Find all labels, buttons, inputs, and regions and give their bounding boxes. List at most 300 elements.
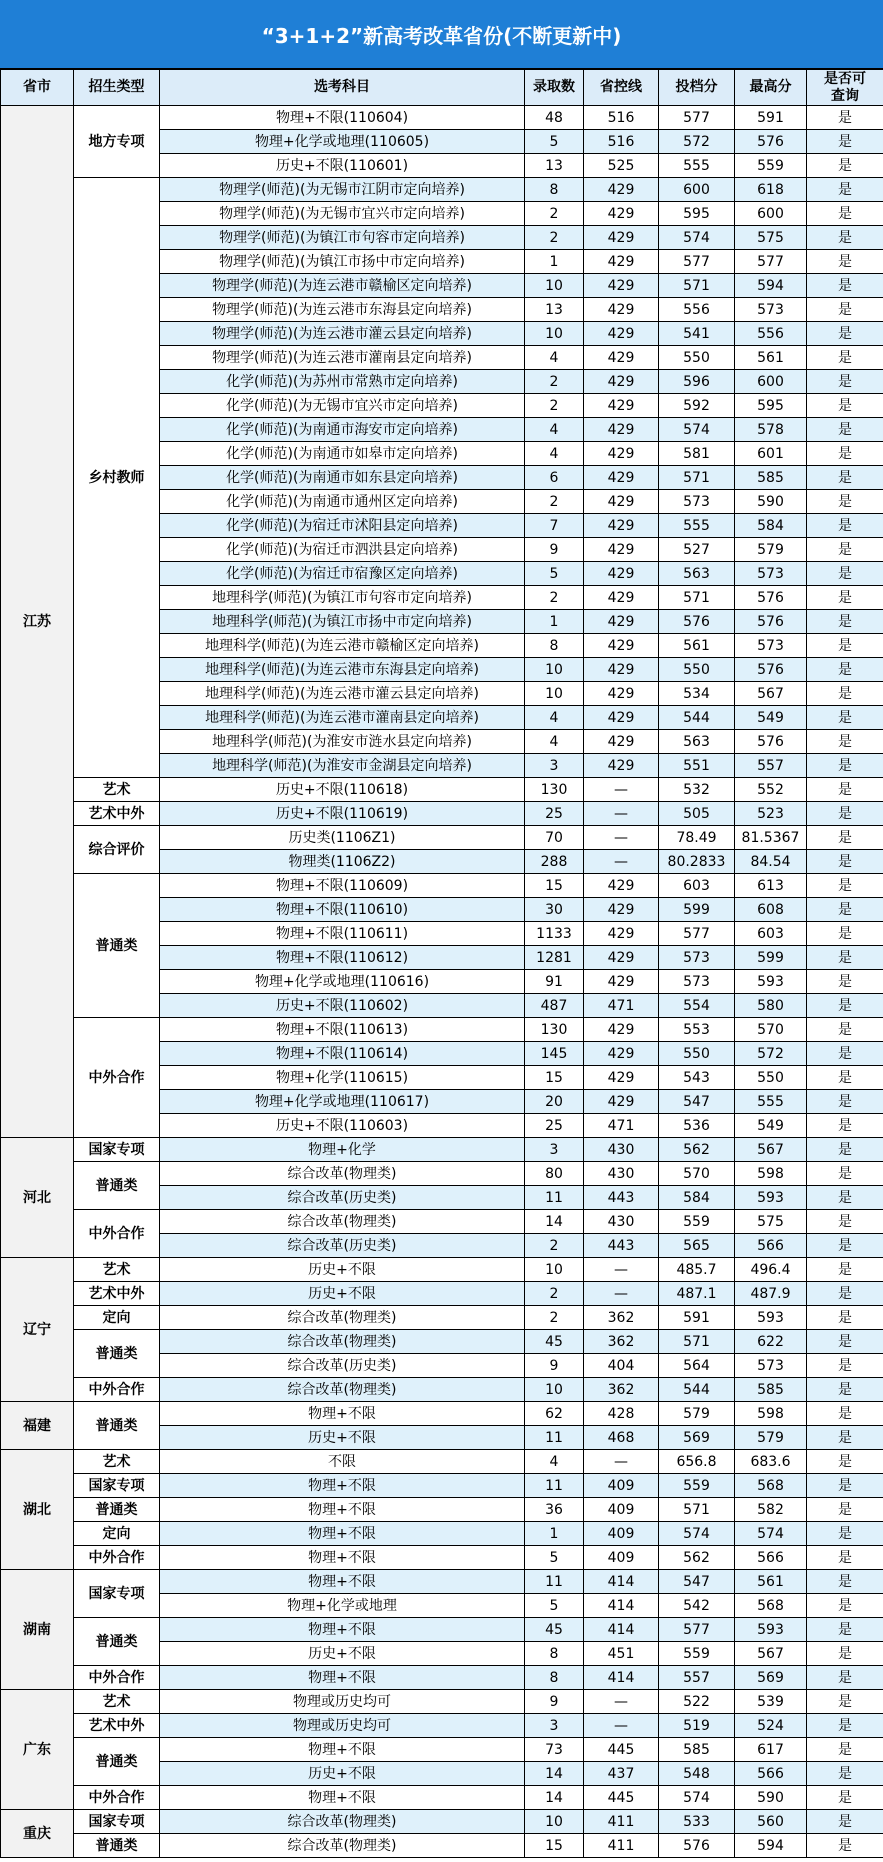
cell-queryable: 是 [807,802,883,826]
cell-subjects: 物理+不限 [160,1546,525,1570]
cell-subjects: 历史+不限 [160,1258,525,1282]
cell-queryable: 是 [807,1402,883,1426]
table-row [1,1282,883,1306]
cell-queryable: 是 [807,730,883,754]
table-row [1,178,883,202]
table-row [1,106,883,130]
cell-control-line: 429 [584,706,659,730]
cell-subjects: 物理+不限(110613) [160,1018,525,1042]
cell-queryable: 是 [807,1666,883,1690]
cell-cutoff-score: 574 [659,1786,735,1810]
cell-control-line: 429 [584,202,659,226]
cell-cutoff-score: 487.1 [659,1282,735,1306]
cell-cutoff-score: 555 [659,514,735,538]
cell-admitted: 4 [525,442,584,466]
cell-max-score: 590 [735,1786,807,1810]
cell-admission-type: 普通类 [74,1738,160,1786]
cell-admitted: 70 [525,826,584,850]
cell-control-line: — [584,1690,659,1714]
cell-admission-type: 普通类 [74,1834,160,1858]
cell-subjects: 物理或历史均可 [160,1690,525,1714]
cell-queryable: 是 [807,778,883,802]
cell-subjects: 历史+不限(110619) [160,802,525,826]
cell-subjects: 物理+化学或地理(110605) [160,130,525,154]
cell-cutoff-score: 577 [659,1618,735,1642]
cell-cutoff-score: 571 [659,1330,735,1354]
cell-admission-type: 中外合作 [74,1546,160,1570]
cell-control-line: 409 [584,1474,659,1498]
cell-control-line: 429 [584,1090,659,1114]
cell-subjects: 物理学(师范)(为连云港市赣榆区定向培养) [160,274,525,298]
cell-subjects: 物理+化学或地理(110616) [160,970,525,994]
cell-admitted: 2 [525,394,584,418]
cell-control-line: — [584,1258,659,1282]
cell-subjects: 物理类(1106Z2) [160,850,525,874]
cell-max-score: 598 [735,1162,807,1186]
cell-max-score: 81.5367 [735,826,807,850]
cell-cutoff-score: 561 [659,634,735,658]
cell-max-score: 568 [735,1474,807,1498]
cell-queryable: 是 [807,706,883,730]
cell-queryable: 是 [807,922,883,946]
cell-cutoff-score: 547 [659,1570,735,1594]
cell-admission-type: 综合评价 [74,826,160,874]
cell-cutoff-score: 559 [659,1210,735,1234]
cell-admitted: 9 [525,1690,584,1714]
cell-max-score: 567 [735,1138,807,1162]
cell-queryable: 是 [807,1714,883,1738]
cell-admission-type: 中外合作 [74,1210,160,1258]
cell-cutoff-score: 571 [659,586,735,610]
cell-queryable: 是 [807,442,883,466]
table-row [1,1786,883,1810]
cell-max-score: 539 [735,1690,807,1714]
cell-cutoff-score: 543 [659,1066,735,1090]
cell-queryable: 是 [807,1594,883,1618]
cell-admitted: 2 [525,1234,584,1258]
cell-cutoff-score: 563 [659,562,735,586]
cell-queryable: 是 [807,322,883,346]
cell-admitted: 15 [525,874,584,898]
cell-queryable: 是 [807,658,883,682]
cell-admitted: 30 [525,898,584,922]
cell-max-score: 585 [735,1378,807,1402]
cell-control-line: 429 [584,226,659,250]
cell-control-line: 429 [584,970,659,994]
cell-admitted: 5 [525,130,584,154]
cell-queryable: 是 [807,1810,883,1834]
table-row [1,1570,883,1594]
cell-admitted: 1 [525,1522,584,1546]
cell-admitted: 48 [525,106,584,130]
cell-max-score: 580 [735,994,807,1018]
cell-max-score: 496.4 [735,1258,807,1282]
cell-cutoff-score: 78.49 [659,826,735,850]
cell-queryable: 是 [807,1570,883,1594]
cell-max-score: 601 [735,442,807,466]
cell-cutoff-score: 557 [659,1666,735,1690]
cell-admitted: 45 [525,1330,584,1354]
cell-cutoff-score: 571 [659,466,735,490]
cell-control-line: 468 [584,1426,659,1450]
cell-admission-type: 艺术 [74,1450,160,1474]
cell-queryable: 是 [807,538,883,562]
cell-cutoff-score: 551 [659,754,735,778]
cell-control-line: — [584,1714,659,1738]
cell-max-score: 552 [735,778,807,802]
cell-cutoff-score: 576 [659,610,735,634]
cell-queryable: 是 [807,970,883,994]
table-row [1,1714,883,1738]
cell-subjects: 物理+化学(110615) [160,1066,525,1090]
cell-control-line: — [584,850,659,874]
cell-admission-type: 普通类 [74,1162,160,1210]
cell-control-line: 429 [584,634,659,658]
table-row [1,1210,883,1234]
cell-cutoff-score: 527 [659,538,735,562]
cell-cutoff-score: 570 [659,1162,735,1186]
cell-subjects: 物理+不限(110612) [160,946,525,970]
cell-cutoff-score: 556 [659,298,735,322]
cell-max-score: 618 [735,178,807,202]
cell-cutoff-score: 585 [659,1738,735,1762]
cell-admitted: 4 [525,706,584,730]
cell-queryable: 是 [807,250,883,274]
cell-max-score: 566 [735,1762,807,1786]
cell-admitted: 91 [525,970,584,994]
cell-admitted: 5 [525,1546,584,1570]
cell-subjects: 物理学(师范)(为镇江市句容市定向培养) [160,226,525,250]
cell-queryable: 是 [807,106,883,130]
cell-admitted: 62 [525,1402,584,1426]
cell-max-score: 575 [735,1210,807,1234]
cell-admitted: 10 [525,1258,584,1282]
cell-queryable: 是 [807,1018,883,1042]
cell-control-line: 429 [584,682,659,706]
cell-max-score: 594 [735,274,807,298]
cell-cutoff-score: 599 [659,898,735,922]
cell-queryable: 是 [807,994,883,1018]
cell-admitted: 9 [525,1354,584,1378]
cell-admitted: 25 [525,1114,584,1138]
cell-control-line: 430 [584,1210,659,1234]
cell-admission-type: 国家专项 [74,1474,160,1498]
cell-max-score: 559 [735,154,807,178]
cell-queryable: 是 [807,1786,883,1810]
cell-control-line: 429 [584,754,659,778]
cell-control-line: 429 [584,874,659,898]
table-row [1,802,883,826]
cell-queryable: 是 [807,1210,883,1234]
cell-admitted: 10 [525,274,584,298]
cell-max-score: 594 [735,1834,807,1858]
cell-subjects: 化学(师范)(为南通市如东县定向培养) [160,466,525,490]
cell-admitted: 11 [525,1426,584,1450]
cell-subjects: 物理+不限 [160,1474,525,1498]
cell-max-score: 556 [735,322,807,346]
cell-cutoff-score: 592 [659,394,735,418]
cell-queryable: 是 [807,1138,883,1162]
cell-admitted: 2 [525,1306,584,1330]
cell-max-score: 549 [735,706,807,730]
cell-subjects: 物理学(师范)(为无锡市宜兴市定向培养) [160,202,525,226]
cell-admitted: 10 [525,658,584,682]
cell-max-score: 579 [735,538,807,562]
table-row [1,1834,883,1858]
cell-queryable: 是 [807,634,883,658]
cell-control-line: 429 [584,1042,659,1066]
cell-control-line: 429 [584,442,659,466]
cell-cutoff-score: 555 [659,154,735,178]
cell-max-score: 590 [735,490,807,514]
table-row [1,1474,883,1498]
cell-queryable: 是 [807,1306,883,1330]
cell-subjects: 综合改革(物理类) [160,1834,525,1858]
cell-subjects: 物理+不限 [160,1738,525,1762]
cell-control-line: — [584,1282,659,1306]
cell-control-line: 471 [584,1114,659,1138]
cell-admission-type: 艺术 [74,778,160,802]
cell-cutoff-score: 80.2833 [659,850,735,874]
cell-cutoff-score: 536 [659,1114,735,1138]
cell-control-line: 429 [584,1018,659,1042]
cell-subjects: 物理+不限(110604) [160,106,525,130]
cell-control-line: — [584,826,659,850]
table-row [1,1522,883,1546]
cell-max-score: 557 [735,754,807,778]
cell-subjects: 历史+不限 [160,1426,525,1450]
cell-queryable: 是 [807,898,883,922]
cell-queryable: 是 [807,394,883,418]
cell-control-line: 411 [584,1810,659,1834]
cell-control-line: 516 [584,130,659,154]
cell-max-score: 576 [735,730,807,754]
cell-subjects: 综合改革(物理类) [160,1210,525,1234]
cell-queryable: 是 [807,1618,883,1642]
cell-queryable: 是 [807,1498,883,1522]
cell-queryable: 是 [807,1522,883,1546]
cell-max-score: 595 [735,394,807,418]
cell-max-score: 576 [735,586,807,610]
cell-queryable: 是 [807,202,883,226]
cell-subjects: 物理+不限 [160,1786,525,1810]
cell-queryable: 是 [807,514,883,538]
table-row [1,778,883,802]
cell-control-line: 429 [584,946,659,970]
cell-queryable: 是 [807,1258,883,1282]
cell-max-score: 574 [735,1522,807,1546]
table-row [1,1546,883,1570]
cell-subjects: 化学(师范)(为苏州市常熟市定向培养) [160,370,525,394]
cell-admitted: 7 [525,514,584,538]
cell-queryable: 是 [807,1642,883,1666]
cell-admitted: 1133 [525,922,584,946]
cell-admitted: 1 [525,250,584,274]
cell-admission-type: 普通类 [74,1498,160,1522]
cell-max-score: 593 [735,1618,807,1642]
table-row [1,1306,883,1330]
cell-cutoff-score: 573 [659,490,735,514]
cell-subjects: 地理科学(师范)(为淮安市金湖县定向培养) [160,754,525,778]
cell-control-line: 437 [584,1762,659,1786]
cell-queryable: 是 [807,1330,883,1354]
cell-subjects: 综合改革(物理类) [160,1810,525,1834]
cell-admitted: 1281 [525,946,584,970]
cell-queryable: 是 [807,1834,883,1858]
cell-control-line: 429 [584,298,659,322]
cell-max-score: 593 [735,970,807,994]
cell-admitted: 5 [525,1594,584,1618]
table-row [1,1330,883,1354]
cell-cutoff-score: 573 [659,970,735,994]
cell-queryable: 是 [807,1186,883,1210]
cell-admitted: 11 [525,1570,584,1594]
cell-cutoff-score: 485.7 [659,1258,735,1282]
cell-max-score: 524 [735,1714,807,1738]
cell-queryable: 是 [807,130,883,154]
cell-cutoff-score: 577 [659,922,735,946]
cell-admitted: 3 [525,1714,584,1738]
table-row [1,826,883,850]
cell-queryable: 是 [807,586,883,610]
cell-subjects: 化学(师范)(为宿迁市宿豫区定向培养) [160,562,525,586]
cell-admitted: 4 [525,418,584,442]
cell-cutoff-score: 572 [659,130,735,154]
cell-queryable: 是 [807,226,883,250]
cell-control-line: 362 [584,1378,659,1402]
cell-admission-type: 乡村教师 [74,178,160,778]
cell-control-line: 429 [584,586,659,610]
col-header-cutoff-score: 投档分 [659,70,735,106]
cell-subjects: 历史+不限(110618) [160,778,525,802]
cell-admitted: 14 [525,1210,584,1234]
cell-subjects: 历史+不限(110603) [160,1114,525,1138]
cell-admitted: 2 [525,370,584,394]
cell-max-score: 683.6 [735,1450,807,1474]
cell-control-line: 443 [584,1186,659,1210]
cell-cutoff-score: 571 [659,1498,735,1522]
cell-max-score: 573 [735,298,807,322]
cell-max-score: 599 [735,946,807,970]
cell-admitted: 10 [525,682,584,706]
cell-max-score: 566 [735,1546,807,1570]
cell-queryable: 是 [807,1090,883,1114]
cell-max-score: 622 [735,1330,807,1354]
cell-admission-type: 地方专项 [74,106,160,178]
table-row [1,1138,883,1162]
cell-admission-type: 普通类 [74,1402,160,1450]
cell-cutoff-score: 565 [659,1234,735,1258]
cell-max-score: 577 [735,250,807,274]
cell-admission-type: 普通类 [74,874,160,1018]
cell-max-score: 555 [735,1090,807,1114]
cell-admission-type: 国家专项 [74,1570,160,1618]
cell-admission-type: 定向 [74,1306,160,1330]
cell-queryable: 是 [807,1282,883,1306]
cell-max-score: 576 [735,658,807,682]
cell-max-score: 570 [735,1018,807,1042]
cell-max-score: 579 [735,1426,807,1450]
cell-subjects: 综合改革(历史类) [160,1186,525,1210]
cell-control-line: 429 [584,466,659,490]
cell-control-line: 404 [584,1354,659,1378]
cell-subjects: 化学(师范)(为南通市海安市定向培养) [160,418,525,442]
cell-admitted: 11 [525,1474,584,1498]
cell-admitted: 36 [525,1498,584,1522]
cell-control-line: 429 [584,490,659,514]
cell-cutoff-score: 532 [659,778,735,802]
cell-max-score: 487.9 [735,1282,807,1306]
cell-admitted: 45 [525,1618,584,1642]
cell-admitted: 80 [525,1162,584,1186]
table-row [1,1162,883,1186]
cell-subjects: 物理+化学 [160,1138,525,1162]
cell-province: 江苏 [1,106,74,1138]
cell-subjects: 物理+化学或地理 [160,1594,525,1618]
cell-cutoff-score: 550 [659,1042,735,1066]
cell-admission-type: 国家专项 [74,1810,160,1834]
cell-admitted: 14 [525,1762,584,1786]
cell-subjects: 化学(师范)(为宿迁市泗洪县定向培养) [160,538,525,562]
cell-queryable: 是 [807,850,883,874]
cell-control-line: 414 [584,1570,659,1594]
cell-admitted: 130 [525,778,584,802]
cell-cutoff-score: 505 [659,802,735,826]
col-header-control-line: 省控线 [584,70,659,106]
cell-cutoff-score: 544 [659,1378,735,1402]
cell-admitted: 3 [525,754,584,778]
cell-admitted: 4 [525,730,584,754]
cell-admitted: 5 [525,562,584,586]
table-row [1,1378,883,1402]
cell-control-line: 429 [584,562,659,586]
cell-admitted: 2 [525,226,584,250]
cell-cutoff-score: 522 [659,1690,735,1714]
cell-max-score: 608 [735,898,807,922]
cell-subjects: 物理+不限 [160,1498,525,1522]
cell-cutoff-score: 553 [659,1018,735,1042]
cell-control-line: 445 [584,1786,659,1810]
cell-max-score: 617 [735,1738,807,1762]
cell-cutoff-score: 562 [659,1546,735,1570]
cell-queryable: 是 [807,274,883,298]
cell-control-line: 362 [584,1306,659,1330]
cell-subjects: 化学(师范)(为宿迁市沭阳县定向培养) [160,514,525,538]
cell-province: 福建 [1,1402,74,1450]
cell-control-line: 429 [584,898,659,922]
cell-control-line: 429 [584,1066,659,1090]
cell-cutoff-score: 550 [659,658,735,682]
cell-cutoff-score: 603 [659,874,735,898]
cell-control-line: 428 [584,1402,659,1426]
cell-control-line: — [584,802,659,826]
cell-control-line: 429 [584,730,659,754]
cell-control-line: 414 [584,1618,659,1642]
col-header-admitted: 录取数 [525,70,584,106]
cell-queryable: 是 [807,1162,883,1186]
cell-max-score: 591 [735,106,807,130]
table-row [1,1666,883,1690]
cell-admitted: 13 [525,154,584,178]
cell-admitted: 10 [525,1378,584,1402]
col-header-province: 省市 [1,70,74,106]
cell-subjects: 历史+不限 [160,1282,525,1306]
cell-max-score: 572 [735,1042,807,1066]
table-row [1,1810,883,1834]
admission-table-container [0,69,883,1858]
cell-cutoff-score: 559 [659,1474,735,1498]
cell-subjects: 物理学(师范)(为镇江市扬中市定向培养) [160,250,525,274]
